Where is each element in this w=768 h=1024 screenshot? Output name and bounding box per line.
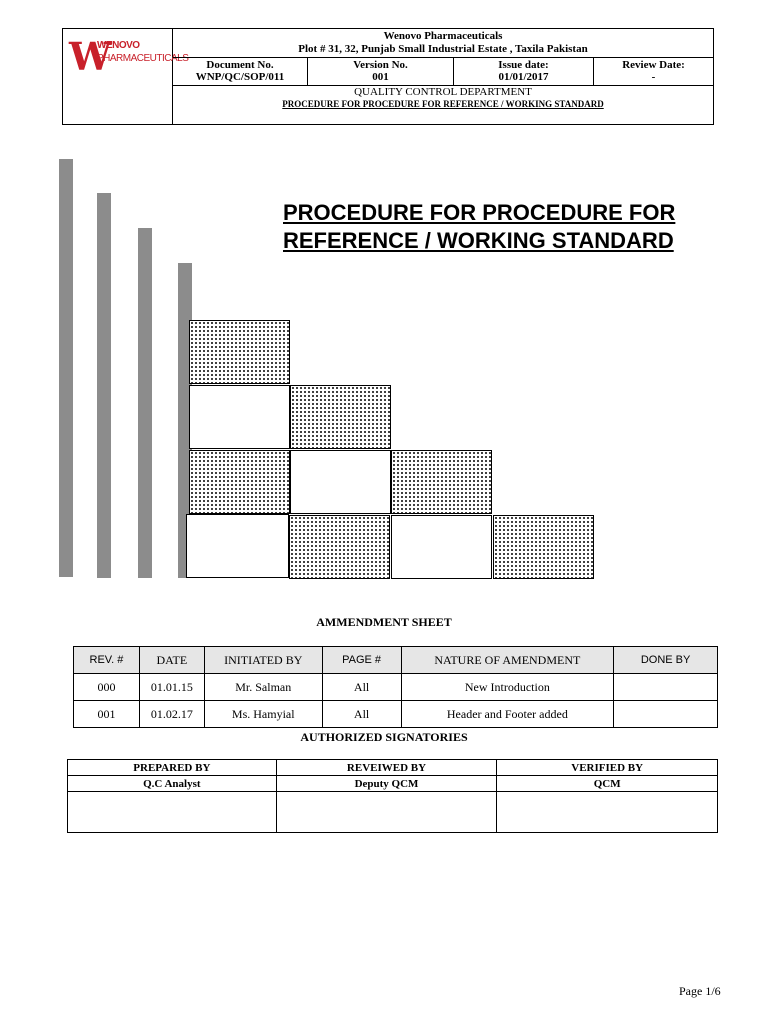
table-cell: Ms. Hamyial [204,701,322,728]
table-cell: All [322,674,401,701]
field-version-no [308,58,454,85]
graphic-block [186,514,289,578]
logo-text-line1: WENOVO [97,40,140,51]
column-header: REV. # [74,647,140,674]
header-procedure-title: PROCEDURE FOR PROCEDURE FOR REFERENCE / WORKING STANDARD [282,99,604,109]
table-row [74,701,718,728]
field-value: WNP/QC/SOP/011 [195,71,285,83]
graphic-block [290,450,391,514]
field-value: - [651,71,656,83]
field-label: Review Date: [622,59,685,71]
table-cell: New Introduction [401,674,614,701]
table-cell: 001 [74,701,140,728]
company-logo [63,29,189,124]
title-line-2: REFERENCE / WORKING STANDARD [283,228,674,253]
role-cell: Deputy QCM [276,776,497,792]
document-header [62,28,714,125]
amendment-heading: AMMENDMENT SHEET [316,615,452,629]
field-label: Version No. [353,59,408,71]
title-line-1: PROCEDURE FOR PROCEDURE FOR [283,200,676,225]
field-issue-date [454,58,594,85]
table-cell [614,701,718,728]
column-header: VERIFIED BY [497,760,718,776]
graphic-block [290,385,391,449]
table-row [74,674,718,701]
header-department-row [173,86,713,124]
table-cell: 01.01.15 [139,674,204,701]
header-fields-row [173,58,713,86]
column-header: DONE BY [614,647,718,674]
role-cell: Q.C Analyst [68,776,277,792]
company-name: Wenovo Pharmaceuticals [383,30,503,42]
signatories-header-row [68,760,718,776]
field-document-no [173,58,308,85]
amendment-table [73,646,718,728]
logo-mark: W [69,34,108,79]
header-company-row [173,29,713,58]
field-label: Issue date: [498,59,549,71]
company-address: Plot # 31, 32, Punjab Small Industrial Estate , Taxila Pakistan [298,43,588,55]
table-cell: 01.02.17 [139,701,204,728]
amendment-header-row [74,647,718,674]
table-cell: Header and Footer added [401,701,614,728]
signature-cell [276,792,497,833]
graphic-bar [97,193,111,578]
column-header: NATURE OF AMENDMENT [401,647,614,674]
signature-cell [68,792,277,833]
graphic-block [189,320,290,384]
graphic-block [189,450,290,514]
graphic-bar [59,159,73,577]
table-cell: Mr. Salman [204,674,322,701]
column-header: DATE [139,647,204,674]
field-value: 01/01/2017 [498,71,549,83]
signatories-table [67,759,718,833]
signature-row [68,792,718,833]
graphic-block [493,515,594,579]
graphic-block [391,515,492,579]
graphic-block [289,515,390,579]
field-value: 001 [372,71,389,83]
graphic-block [391,450,492,514]
column-header: REVEIWED BY [276,760,497,776]
signature-cell [497,792,718,833]
department-name: QUALITY CONTROL DEPARTMENT [354,86,532,98]
column-header: PREPARED BY [68,760,277,776]
page-number: Page 1/6 [679,984,721,998]
table-cell: 000 [74,674,140,701]
signatories-heading: AUTHORIZED SIGNATORIES [300,730,468,744]
field-label: Document No. [206,59,274,71]
field-review-date [594,58,713,85]
graphic-block [189,385,290,449]
graphic-bar [138,228,152,578]
role-cell: QCM [497,776,718,792]
table-cell [614,674,718,701]
column-header: INITIATED BY [204,647,322,674]
logo-text-line2: PHARMACEUTICALS [97,53,189,64]
page-title [283,199,703,255]
signatories-roles-row [68,776,718,792]
table-cell: All [322,701,401,728]
column-header: PAGE # [322,647,401,674]
